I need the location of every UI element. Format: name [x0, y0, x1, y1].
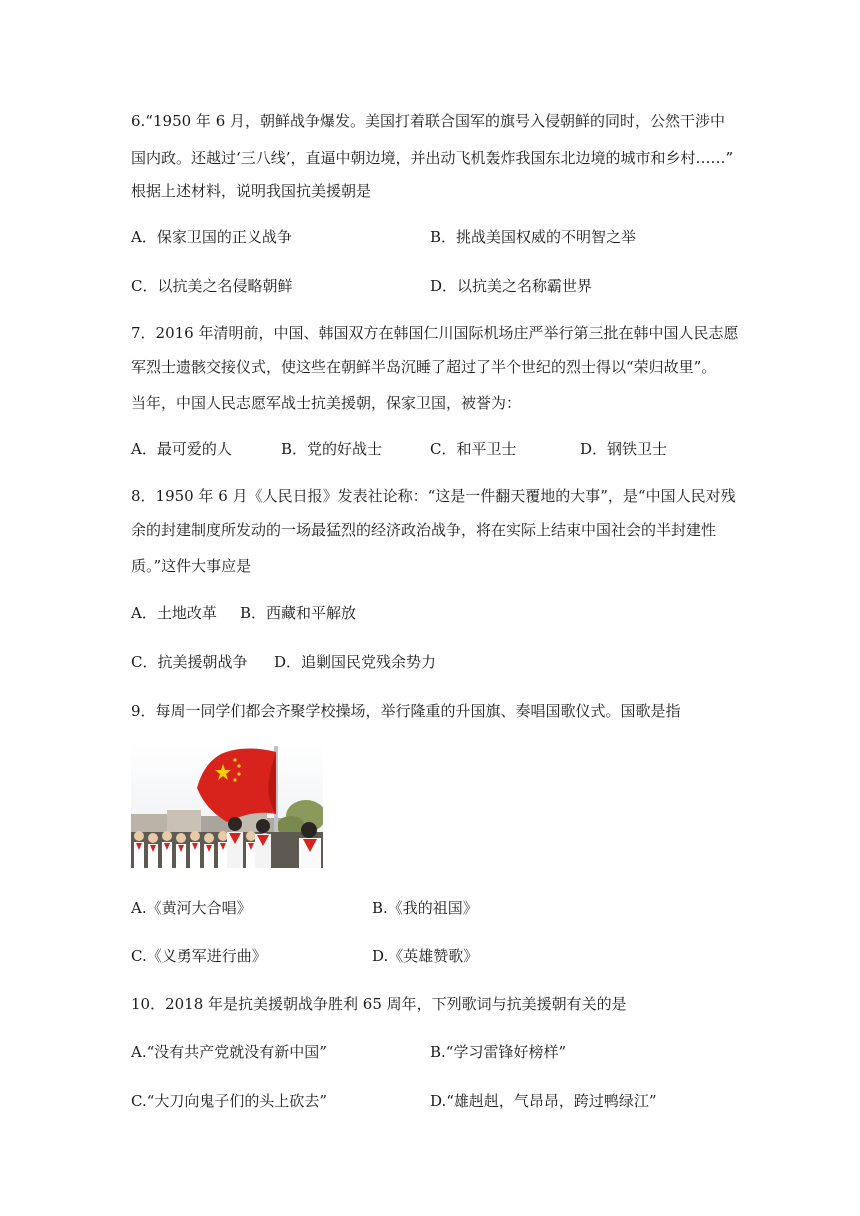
q8-option-c: C．抗美援朝战争 — [131, 653, 248, 671]
q6-option-a: A．保家卫国的正义战争 — [131, 228, 292, 246]
q10-stem-line-1: 10．2018 年是抗美援朝战争胜利 65 周年，下列歌词与抗美援朝有关的是 — [131, 995, 627, 1013]
q9-option-d: D.《英雄赞歌》 — [372, 947, 479, 965]
q8-option-b: B．西藏和平解放 — [240, 604, 357, 622]
q8-stem-line-2: 余的封建制度所发动的一场最猛烈的经济政治战争，将在实际上结束中国社会的半封建性 — [131, 521, 717, 539]
q9-stem-line-1: 9．每周一同学们都会齐聚学校操场，举行隆重的升国旗、奏唱国歌仪式。国歌是指 — [131, 702, 681, 720]
q7-option-a: A．最可爱的人 — [131, 440, 232, 458]
q7-stem-line-2: 军烈士遗骸交接仪式，使这些在朝鲜半岛沉睡了超过了半个世纪的烈士得以“荣归故里”。 — [131, 358, 717, 376]
q6-option-d: D．以抗美之名称霸世界 — [430, 277, 593, 295]
q6-stem-line-1: 6.“1950 年 6 月，朝鲜战争爆发。美国打着联合国军的旗号入侵朝鲜的同时，公然干涉中 — [131, 112, 726, 130]
q7-option-c: C．和平卫士 — [430, 440, 517, 458]
q10-option-d: D.“雄赳赳，气昂昂，跨过鸭绿江” — [430, 1092, 657, 1110]
q8-stem-line-3: 质。”这件大事应是 — [131, 557, 252, 575]
q7-stem-line-3: 当年，中国人民志愿军战士抗美援朝，保家卫国，被誉为： — [131, 394, 522, 412]
q8-option-d: D．追剿国民党残余势力 — [274, 653, 437, 671]
q9-option-a: A.《黄河大合唱》 — [131, 899, 252, 917]
q7-option-d: D．钢铁卫士 — [580, 440, 668, 458]
q6-option-c: C．以抗美之名侵略朝鲜 — [131, 277, 293, 295]
q6-stem-line-3: 根据上述材料，说明我国抗美援朝是 — [131, 182, 372, 200]
q7-stem-line-1: 7．2016 年清明前，中国、韩国双方在韩国仁川国际机场庄严举行第三批在韩中国人民志愿 — [131, 324, 739, 342]
q8-option-a: A．土地改革 — [131, 604, 217, 622]
q6-stem-line-2: 国内政。还越过‘三八线’，直逼中朝边境，并出动飞机轰炸我国东北边境的城市和乡村……” — [131, 149, 734, 167]
q10-option-c: C.“大刀向鬼子们的头上砍去” — [131, 1092, 328, 1110]
q9-option-b: B.《我的祖国》 — [372, 899, 478, 917]
q10-option-a: A.“没有共产党就没有新中国” — [131, 1043, 327, 1061]
q8-stem-line-1: 8．1950 年 6 月《人民日报》发表社论称：“这是一件翻天覆地的大事”，是“中国人民对残 — [131, 487, 736, 505]
q9-option-c: C.《义勇军进行曲》 — [131, 947, 267, 965]
q6-option-b: B．挑战美国权威的不明智之举 — [430, 228, 637, 246]
q7-option-b: B．党的好战士 — [281, 440, 383, 458]
flag-raising-photo — [131, 744, 323, 868]
q10-option-b: B.“学习雷锋好榜样” — [430, 1043, 567, 1061]
